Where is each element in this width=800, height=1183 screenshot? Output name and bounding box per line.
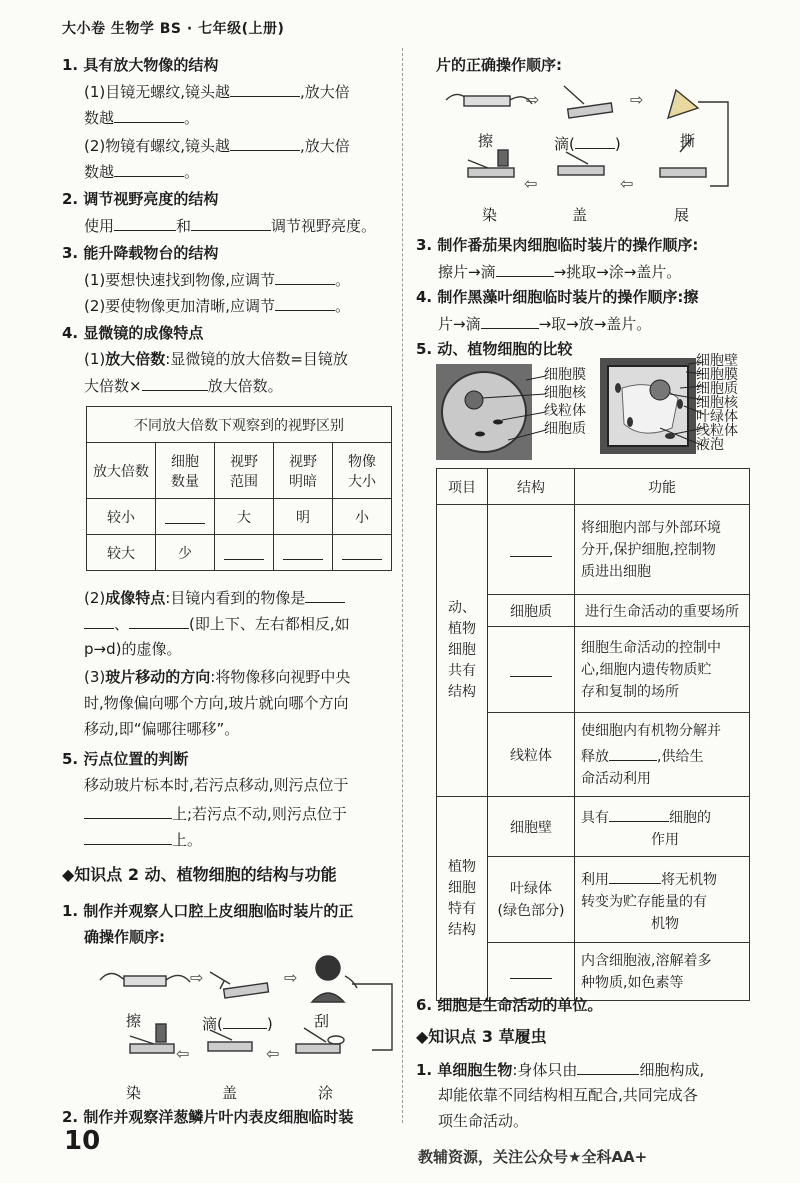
vtable-cell: 大 [215,499,274,535]
step-label: 展 [674,206,690,224]
ctable-structure: 细胞壁 [488,797,575,857]
k1-line2: 确操作顺序: [84,928,165,946]
vtable-cell: 少 [156,535,215,571]
page-number: 10 [64,1126,101,1156]
ctable-func-blank: 利用 将无机物 转变为贮存能量的有 机物 [575,857,750,943]
k4-line2: 片→滴 →取→放→盖片。 [438,310,651,337]
vtable-blank [156,499,215,535]
column-divider [402,48,403,1123]
s5-line1: 移动玻片标本时,若污点移动,则污点位于 [84,776,349,794]
animal-cell-labels [544,366,586,438]
arrow-right-icon: ⇨ [526,90,540,109]
ctable-func-blank: 使细胞内有机物分解并 释放 ,供给生 命活动利用 [575,713,750,797]
p2-line3: p→d)的虚像。 [84,640,182,658]
step-label: 擦 [126,1012,142,1030]
ctable-func: 将细胞内部与外部环境 分开,保护细胞,控制物 质进出细胞 [575,505,750,595]
s1-line1: (1)目镜无螺纹,镜头越 ,放大倍 [84,78,350,105]
s1-line2: 数越 。 [84,104,199,131]
s1-title: 1. 具有放大物像的结构 [62,56,219,74]
plant-label: 细胞壁 [696,353,738,369]
ctable-structure: 线粒体 [488,713,575,797]
plant-label: 线粒体 [696,423,738,439]
s3-line1: (1)要想快速找到物像,应调节 。 [84,266,350,293]
ctable-blank [488,627,575,713]
k7-line2: 却能依靠不同结构相互配合,共同完成各 [438,1086,698,1104]
book-header: 大小卷 生物学 BS · 七年级(上册) [62,21,285,37]
p3-line2: 时,物像偏向哪个方向,玻片就向哪个方向 [84,694,349,712]
arrow-right-icon: ⇨ [190,968,204,987]
plant-cell-labels [696,354,738,452]
footer-note: 教辅资源，关注公众号★全科AA+ [418,1148,648,1166]
ctable-func-blank: 具有 细胞的 作用 [575,797,750,857]
cell-comparison-table [436,468,750,1001]
k4-line1: 4. 制作黑藻叶细胞临时装片的操作顺序:擦 [416,288,699,306]
vtable-cell: 较小 [87,499,156,535]
k1-line1: 1. 制作并观察人口腔上皮细胞临时装片的正 [62,902,354,920]
arrow-left-icon: ⇦ [176,1044,190,1063]
ctable-header: 项目 [437,469,488,505]
animal-label: 线粒体 [544,403,586,419]
k7-line1: 1. 单细胞生物:身体只由 细胞构成, [416,1056,704,1083]
animal-cell-diagram [436,364,546,460]
step-label: 撕 [680,132,696,150]
plant-label: 细胞核 [696,395,738,411]
s1-line4: 数越 。 [84,158,199,185]
p3-line3: 移动,即“偏哪往哪移”。 [84,720,240,738]
step-label-blank: 滴( ) [554,130,621,154]
ctable-func: 细胞生命活动的控制中 心,细胞内遗传物质贮 存和复制的场所 [575,627,750,713]
ctable-func: 进行生命活动的重要场所 [575,595,750,627]
s3-line2: (2)要使物像更加清晰,应调节 。 [84,292,350,319]
ctable-func: 内含细胞液,溶解着多 种物质,如色素等 [575,943,750,1001]
s5-line3: 上。 [84,826,202,853]
step-label-blank: 滴( ) [202,1010,273,1034]
arrow-left-icon: ⇦ [266,1044,280,1063]
s2-title: 2. 调节视野亮度的结构 [62,190,219,208]
arrow-right-icon: ⇨ [284,968,298,987]
step-label: 涂 [318,1084,334,1102]
s4-p1b: 大倍数× 放大倍数。 [84,372,283,399]
vtable-blank [333,535,392,571]
k7-line3: 项生命活动。 [438,1112,529,1130]
arrow-left-icon: ⇦ [524,174,538,193]
vtable-header: 视野 明暗 [274,443,333,499]
plant-label: 细胞膜 [696,367,738,383]
k3-line2: 擦片→滴 →挑取→涂→盖片。 [438,258,681,285]
s4-p1: (1)放大倍数:显微镜的放大倍数=目镜放 [84,350,348,368]
kp3-title: ◆知识点 3 草履虫 [416,1027,547,1046]
step-label: 盖 [572,206,588,224]
vtable-title: 不同放大倍数下观察到的视野区别 [87,407,392,443]
k5-title: 5. 动、植物细胞的比较 [416,340,573,358]
plant-label: 细胞质 [696,381,738,397]
vtable-header: 细胞 数量 [156,443,215,499]
s3-title: 3. 能升降载物台的结构 [62,244,219,262]
ctable-header: 功能 [575,469,750,505]
ctable-group: 动、 植物 细胞 共有 结构 [437,505,488,797]
animal-label: 细胞核 [544,385,586,401]
hand-icon [446,94,466,100]
arrow-right-icon: ⇨ [630,90,644,109]
step-label: 盖 [222,1084,238,1102]
p3-line1: (3)玻片移动的方向:将物像移向视野中央 [84,668,351,686]
k2-line2: 片的正确操作顺序: [436,56,562,74]
ctable-blank [488,505,575,595]
magnification-table [86,406,392,571]
vtable-cell: 较大 [87,535,156,571]
s5-line2: 上;若污点不动,则污点位于 [84,800,347,827]
step-label: 刮 [314,1012,330,1030]
plant-label: 液泡 [696,437,724,453]
kp2-title: ◆知识点 2 动、植物细胞的结构与功能 [62,865,337,884]
plant-label: 叶绿体 [696,409,738,425]
ctable-structure: 叶绿体 (绿色部分) [488,857,575,943]
vtable-cell: 小 [333,499,392,535]
k6-line: 6. 细胞是生命活动的单位。 [416,996,603,1014]
vtable-header: 视野 范围 [215,443,274,499]
vtable-blank [215,535,274,571]
step-label: 染 [482,206,498,224]
k2-line1: 2. 制作并观察洋葱鳞片叶内表皮细胞临时装 [62,1108,354,1126]
arrow-left-icon: ⇦ [620,174,634,193]
vtable-blank [274,535,333,571]
animal-label: 细胞膜 [544,367,586,383]
plant-cell-diagram [600,358,704,456]
vtable-header: 放大倍数 [87,443,156,499]
ctable-group: 植物 细胞 特有 结构 [437,797,488,1001]
s5-title: 5. 污点位置的判断 [62,750,189,768]
p2-line1: (2)成像特点:目镜内看到的物像是 [84,584,345,611]
s1-line3: (2)物镜有螺纹,镜头越 ,放大倍 [84,132,350,159]
vtable-header: 物像 大小 [333,443,392,499]
ctable-structure: 细胞质 [488,595,575,627]
s2-line: 使用 和 调节视野亮度。 [84,212,376,239]
vtable-cell: 明 [274,499,333,535]
k3-line1: 3. 制作番茄果肉细胞临时装片的操作顺序: [416,236,699,254]
p2-line2: 、 (即上下、左右都相反,如 [84,610,350,637]
step-label: 染 [126,1084,142,1102]
s4-title: 4. 显微镜的成像特点 [62,324,204,342]
step-label: 擦 [478,132,494,150]
animal-label: 细胞质 [544,421,586,437]
ctable-header: 结构 [488,469,575,505]
